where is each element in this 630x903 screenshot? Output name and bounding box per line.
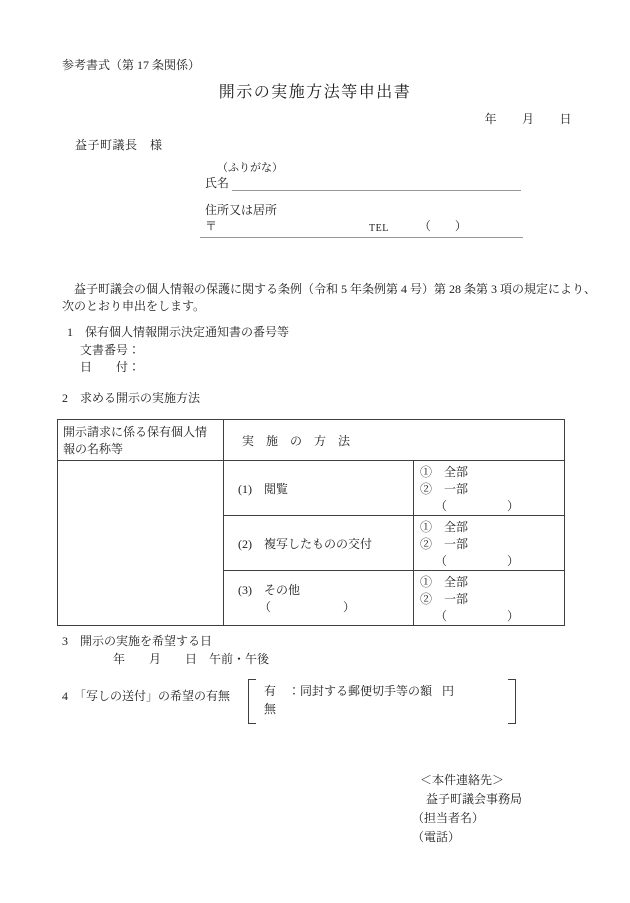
send-copy-yes-label: 有 ：同封する郵便切手等の額: [264, 684, 433, 698]
tel-paren: （ ）: [418, 219, 467, 233]
scope-1-part: ② 一部: [420, 482, 469, 496]
scope-2-part: ② 一部: [420, 537, 469, 551]
contact-block: [412, 771, 522, 847]
postal-mark: 〒: [205, 219, 218, 233]
method-2-label: (2) 複写したものの交付: [238, 536, 372, 551]
desired-date-line: 年 月 日 午前・午後: [113, 652, 270, 666]
name-fill-line: [232, 175, 521, 191]
contact-person: （担当者名）: [412, 811, 485, 825]
scope-3-part: ② 一部: [420, 592, 469, 606]
scope-2-all: ① 全部: [420, 520, 469, 534]
address-field-row: [200, 217, 523, 238]
scope-3-all: ① 全部: [420, 575, 469, 589]
send-copy-options-bracket: [248, 679, 516, 724]
page-title: 開示の実施方法等申出書: [218, 84, 412, 101]
contact-header: ＜本件連絡先＞: [420, 773, 505, 787]
reference-form-label: 参考書式（第 17 条関係）: [62, 58, 201, 72]
section1-heading: 1 保有個人情報開示決定通知書の番号等: [67, 325, 290, 339]
section3-heading: 3 開示の実施を希望する日: [62, 634, 213, 648]
implementation-method-table: [57, 419, 565, 626]
addressee-line: 益子町議長 様: [75, 138, 163, 152]
name-label: 氏名: [205, 176, 230, 190]
yen-label: 円: [441, 684, 454, 698]
document-number-label: 文書番号：: [80, 343, 141, 357]
document-date-line: 年 月 日: [484, 112, 572, 126]
contact-office: 益子町議会事務局: [426, 792, 523, 806]
method-3-label: (3) その他: [238, 583, 300, 597]
scope-1-paren: （ ）: [435, 499, 520, 513]
tel-label: TEL: [369, 223, 389, 234]
table-cell-scope-3: [414, 571, 565, 626]
scope-1-all: ① 全部: [420, 465, 469, 479]
table-header-method: 実 施 の 方 法: [224, 420, 565, 461]
intro-paragraph-line2: 次のとおり申出をします。: [62, 299, 206, 313]
table-cell-info-name-blank: [58, 461, 224, 626]
table-cell-scope-1: [414, 461, 565, 516]
scope-3-paren: （ ）: [435, 609, 520, 623]
method-3-paren: （ ）: [259, 600, 356, 614]
table-cell-method-3: [224, 571, 414, 626]
notice-date-label: 日 付：: [80, 360, 141, 374]
section2-heading: 2 求める開示の実施方法: [62, 391, 201, 405]
method-1-label: (1) 閲覧: [238, 481, 288, 496]
table-header-info-name: 開示請求に係る保有個人情報の名称等: [58, 420, 224, 461]
address-label: 住所又は居所: [205, 203, 278, 217]
bracket-right: [508, 679, 516, 724]
send-copy-no-label: 無: [264, 702, 277, 716]
name-field-row: [205, 174, 521, 191]
table-cell-method-1: [224, 461, 414, 516]
bracket-left: [248, 679, 256, 724]
furigana-label: （ふりがな）: [217, 162, 283, 174]
intro-paragraph-line1: 益子町議会の個人情報の保護に関する条例（令和 5 年条例第 4 号）第 28 条第 3 項の規定により、: [62, 282, 597, 296]
table-cell-method-2: [224, 516, 414, 571]
section4-heading: 4 「写しの送付」の希望の有無: [62, 689, 231, 703]
table-cell-scope-2: [414, 516, 565, 571]
scope-2-paren: （ ）: [435, 554, 520, 568]
contact-phone: （電話）: [412, 830, 461, 844]
